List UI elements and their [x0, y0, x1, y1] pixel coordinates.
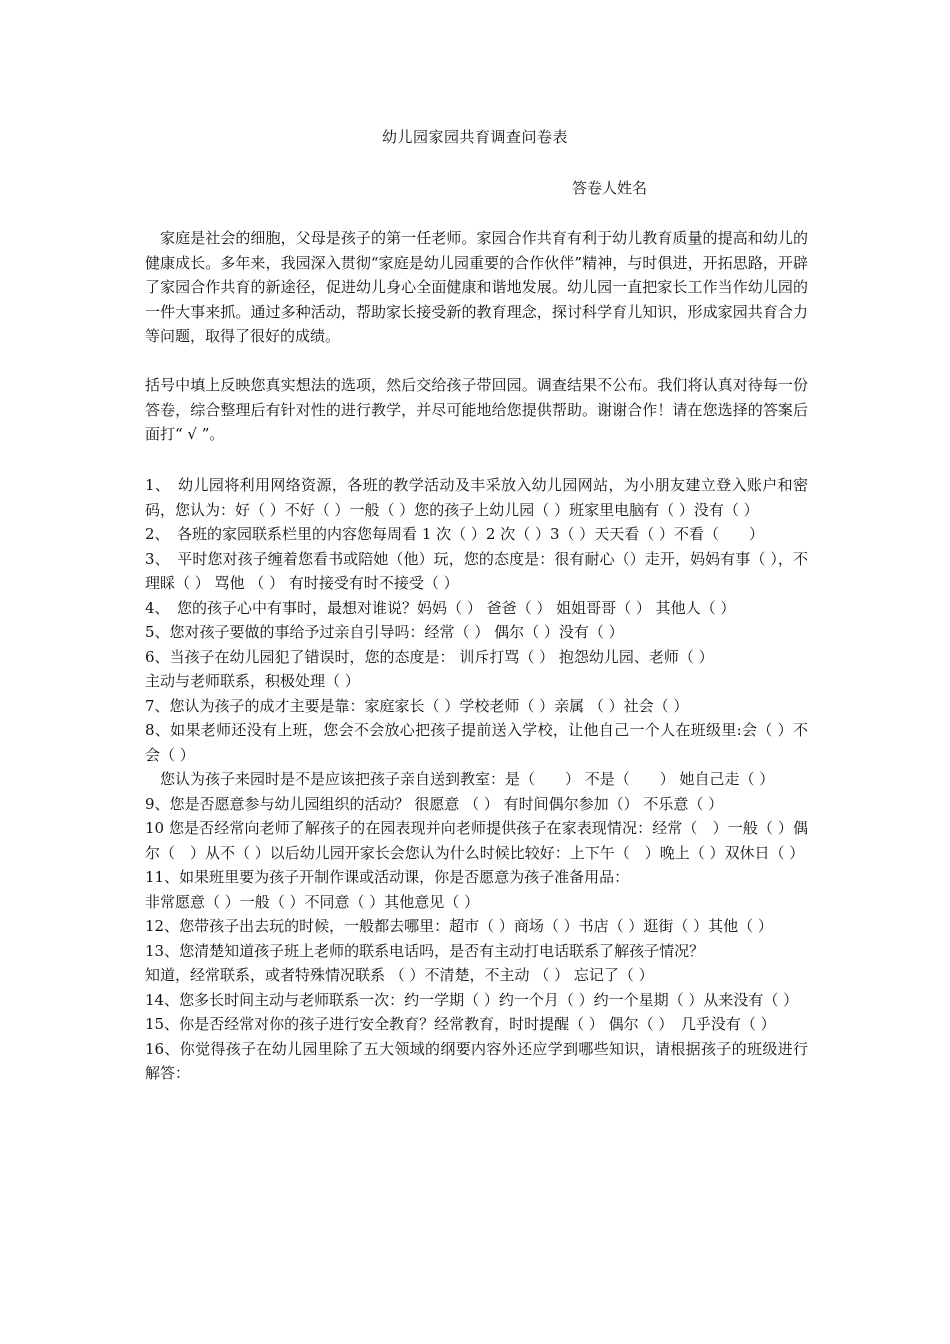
question-3: 3、 平时您对孩子缠着您看书或陪她（他）玩，您的态度是：很有耐心（）走开，妈妈有事（ ），不理睬（ ） 骂他 （ ） 有时接受有时不接受（ ） — [145, 549, 808, 592]
question-13-options: 知道，经常联系，或者特殊情况联系 （ ）不清楚，不主动 （ ） 忘记了（ ） — [145, 966, 654, 984]
question-14: 14、您多长时间主动与老师联系一次：约一学期（ ）约一个月（ ）约一个星期（ ）从来没有（ ） — [145, 990, 799, 1009]
question-2: 2、 各班的家园联系栏里的内容您每周看 1 次（ ）2 次（ ）3（ ）天天看（ ）不看（ ） — [145, 525, 765, 543]
question-13: 13、您清楚知道孩子班上老师的联系电话吗，是否有主动打电话联系了解孩子情况？ — [145, 941, 705, 960]
question-8-sub: 您认为孩子来园时是不是应该把孩子亲自送到教室：是（ ） 不是（ ） 她自己走（ ） — [160, 770, 775, 788]
question-11: 11、如果班里要为孩子开制作课或活动课，你是否愿意为孩子准备用品： — [145, 868, 630, 886]
respondent-name-label: 答卷人姓名 — [572, 179, 648, 197]
question-15: 15、你是否经常对你的孩子进行安全教育？经常教育，时时提醒（ ） 偶尔（ ） 几乎没有（ ） — [145, 1015, 776, 1033]
question-7: 7、您认为孩子的成才主要是靠：家庭家长（ ）学校老师（ ）亲属 （ ）社会（ ） — [145, 696, 689, 715]
question-list — [145, 473, 808, 1086]
question-4: 4、 您的孩子心中有事时，最想对谁说？妈妈（ ） 爸爸（ ） 姐姐哥哥（ ） 其他人（ ） — [145, 598, 736, 617]
question-12: 12、您带孩子出去玩的时候，一般都去哪里：超市（ ）商场（ ）书店（ ）逛街（ ）其他（ ） — [145, 917, 773, 935]
question-11-options: 非常愿意（ ）一般（ ）不同意（ ）其他意见（ ） — [145, 892, 480, 911]
question-8: 8、如果老师还没有上班，您会不会放心把孩子提前送入学校，让他自己一个人在班级里:会（ ）不会（ ） — [145, 721, 808, 764]
question-10: 10 您是否经常向老师了解孩子的在园表现并向老师提供孩子在家表现情况：经常（ ）一般（ ）偶尔（ ）从不（ ）以后幼儿园开家长会您认为什么时候比较好：上下午（ ）晚上（ ）双休日（ ） — [145, 819, 808, 862]
question-16: 16、你觉得孩子在幼儿园里除了五大领域的纲要内容外还应学到哪些知识，请根据孩子的班级进行解答： — [145, 1039, 808, 1082]
question-9: 9、您是否愿意参与幼儿园组织的活动？ 很愿意 （ ） 有时间偶尔参加（） 不乐意（ ） — [145, 794, 724, 813]
intro-paragraph: 家庭是社会的细胞，父母是孩子的第一任老师。家园合作共育有利于幼儿教育质量的提高和幼儿的健康成长。多年来，我园深入贯彻“家庭是幼儿园重要的合作伙伴”精神，与时俱进，开拓思路，开辟了家园合作共育的新途径，促进幼儿身心全面健康和谐地发展。幼儿园一直把家长工作当作幼儿园的一件大事来抓。通过多种活动，帮助家长接受新的教育理念，探讨科学育儿知识，形成家园共育合力等问题，取得了很好的成绩。 — [145, 229, 808, 345]
question-1: 1、 幼儿园将利用网络资源，各班的教学活动及丰采放入幼儿园网站，为小朋友建立登入账户和密码，您认为：好（ ）不好（ ）一般（ ）您的孩子上幼儿园（ ）班家里电脑有（ ）没有（ ） — [145, 476, 808, 519]
document-title: 幼儿园家园共育调查问卷表 — [381, 128, 568, 146]
instructions-paragraph: 括号中填上反映您真实想法的选项，然后交给孩子带回园。调查结果不公布。我们将认真对待每一份答卷，综合整理后有针对性的进行教学，并尽可能地给您提供帮助。谢谢合作！请在您选择的答案后面打“ √ ”。 — [145, 376, 808, 443]
question-5: 5、您对孩子要做的事给予过亲自引导吗：经常（ ） 偶尔（ ）没有（ ） — [145, 623, 624, 641]
question-6-continued: 主动与老师联系，积极处理（ ） — [145, 672, 360, 690]
question-6: 6、当孩子在幼儿园犯了错误时，您的态度是： 训斥打骂（ ） 抱怨幼儿园、老师（ ） — [145, 647, 714, 666]
